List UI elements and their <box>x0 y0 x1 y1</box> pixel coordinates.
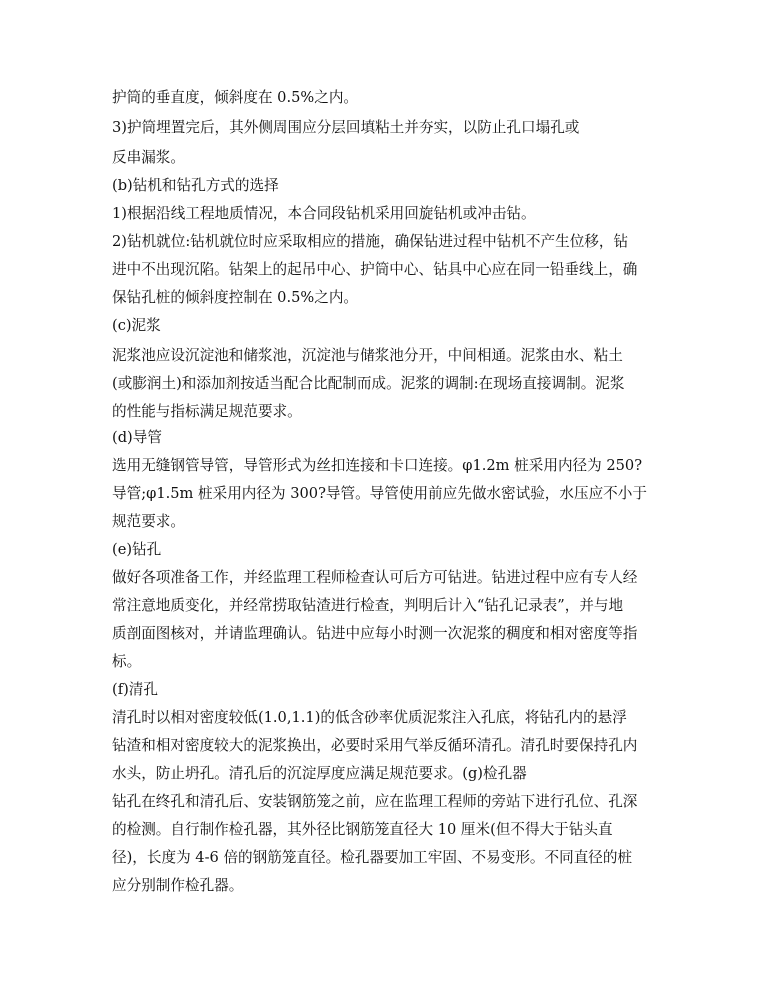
text-line: 应分别制作检孔器。 <box>112 877 244 894</box>
section-heading: (f)清孔 <box>112 681 158 698</box>
text-line: 的性能与指标满足规范要求。 <box>112 403 302 420</box>
text-line: 的检测。自行制作检孔器，其外径比钢筋笼直径大 10 厘米(但不得大于钻头直 <box>112 821 613 838</box>
text-line: 泥浆池应设沉淀池和储浆池，沉淀池与储浆池分开，中间相通。泥浆由水、粘土 <box>112 347 623 364</box>
text-line: 规范要求。 <box>112 513 185 530</box>
text-line: 保钻孔桩的倾斜度控制在 0.5%之内。 <box>112 289 359 306</box>
text-line: 3)护筒埋置完后，其外侧周围应分层回填粘土并夯实，以防止孔口塌孔或 <box>112 119 580 136</box>
section-heading: (c)泥浆 <box>112 317 161 334</box>
text-line: 2)钻机就位:钻机就位时应采取相应的措施，确保钻进过程中钻机不产生位移，钻 <box>112 233 629 250</box>
text-line: 做好各项准备工作，并经监理工程师检查认可后方可钻进。钻进过程中应有专人经 <box>112 569 638 586</box>
text-line: 钻孔在终孔和清孔后、安装钢筋笼之前，应在监理工程师的旁站下进行孔位、孔深 <box>112 793 638 810</box>
text-line: 导管;φ1.5m 桩采用内径为 300?导管。导管使用前应先做水密试验，水压应不小于 <box>112 485 647 502</box>
text-line: 常注意地质变化，并经常捞取钻渣进行检查，判明后计入“钻孔记录表”，并与地 <box>112 597 624 614</box>
text-line: 选用无缝钢管导管，导管形式为丝扣连接和卡口连接。φ1.2m 桩采用内径为 250? <box>112 457 643 474</box>
text-line: 径)，长度为 4-6 倍的钢筋笼直径。检孔器要加工牢固、不易变形。不同直径的桩 <box>112 849 633 866</box>
text-line: 质剖面图核对，并请监理确认。钻进中应每小时测一次泥浆的稠度和相对密度等指 <box>112 625 638 642</box>
text-line: 标。 <box>112 653 142 670</box>
text-line: 进中不出现沉陷。钻架上的起吊中心、护筒中心、钻具中心应在同一铅垂线上，确 <box>112 261 638 278</box>
text-line: 清孔时以相对密度较低(1.0,1.1)的低含砂率优质泥浆注入孔底，将钻孔内的悬浮 <box>112 709 627 726</box>
text-line: 1)根据沿线工程地质情况，本合同段钻机采用回旋钻机或冲击钻。 <box>112 205 536 222</box>
text-line: 水头，防止坍孔。清孔后的沉淀厚度应满足规范要求。(g)检孔器 <box>112 765 527 782</box>
text-line: 钻渣和相对密度较大的泥浆换出，必要时采用气举反循环清孔。清孔时要保持孔内 <box>112 737 638 754</box>
text-line: 护筒的垂直度，倾斜度在 0.5%之内。 <box>112 89 359 106</box>
text-line: (或膨润土)和添加剂按适当配合比配制而成。泥浆的调制:在现场直接调制。泥浆 <box>112 375 625 392</box>
section-heading: (d)导管 <box>112 429 162 446</box>
text-line: 反串漏浆。 <box>112 149 185 166</box>
section-heading: (b)钻机和钻孔方式的选择 <box>112 177 279 194</box>
section-heading: (e)钻孔 <box>112 541 162 558</box>
